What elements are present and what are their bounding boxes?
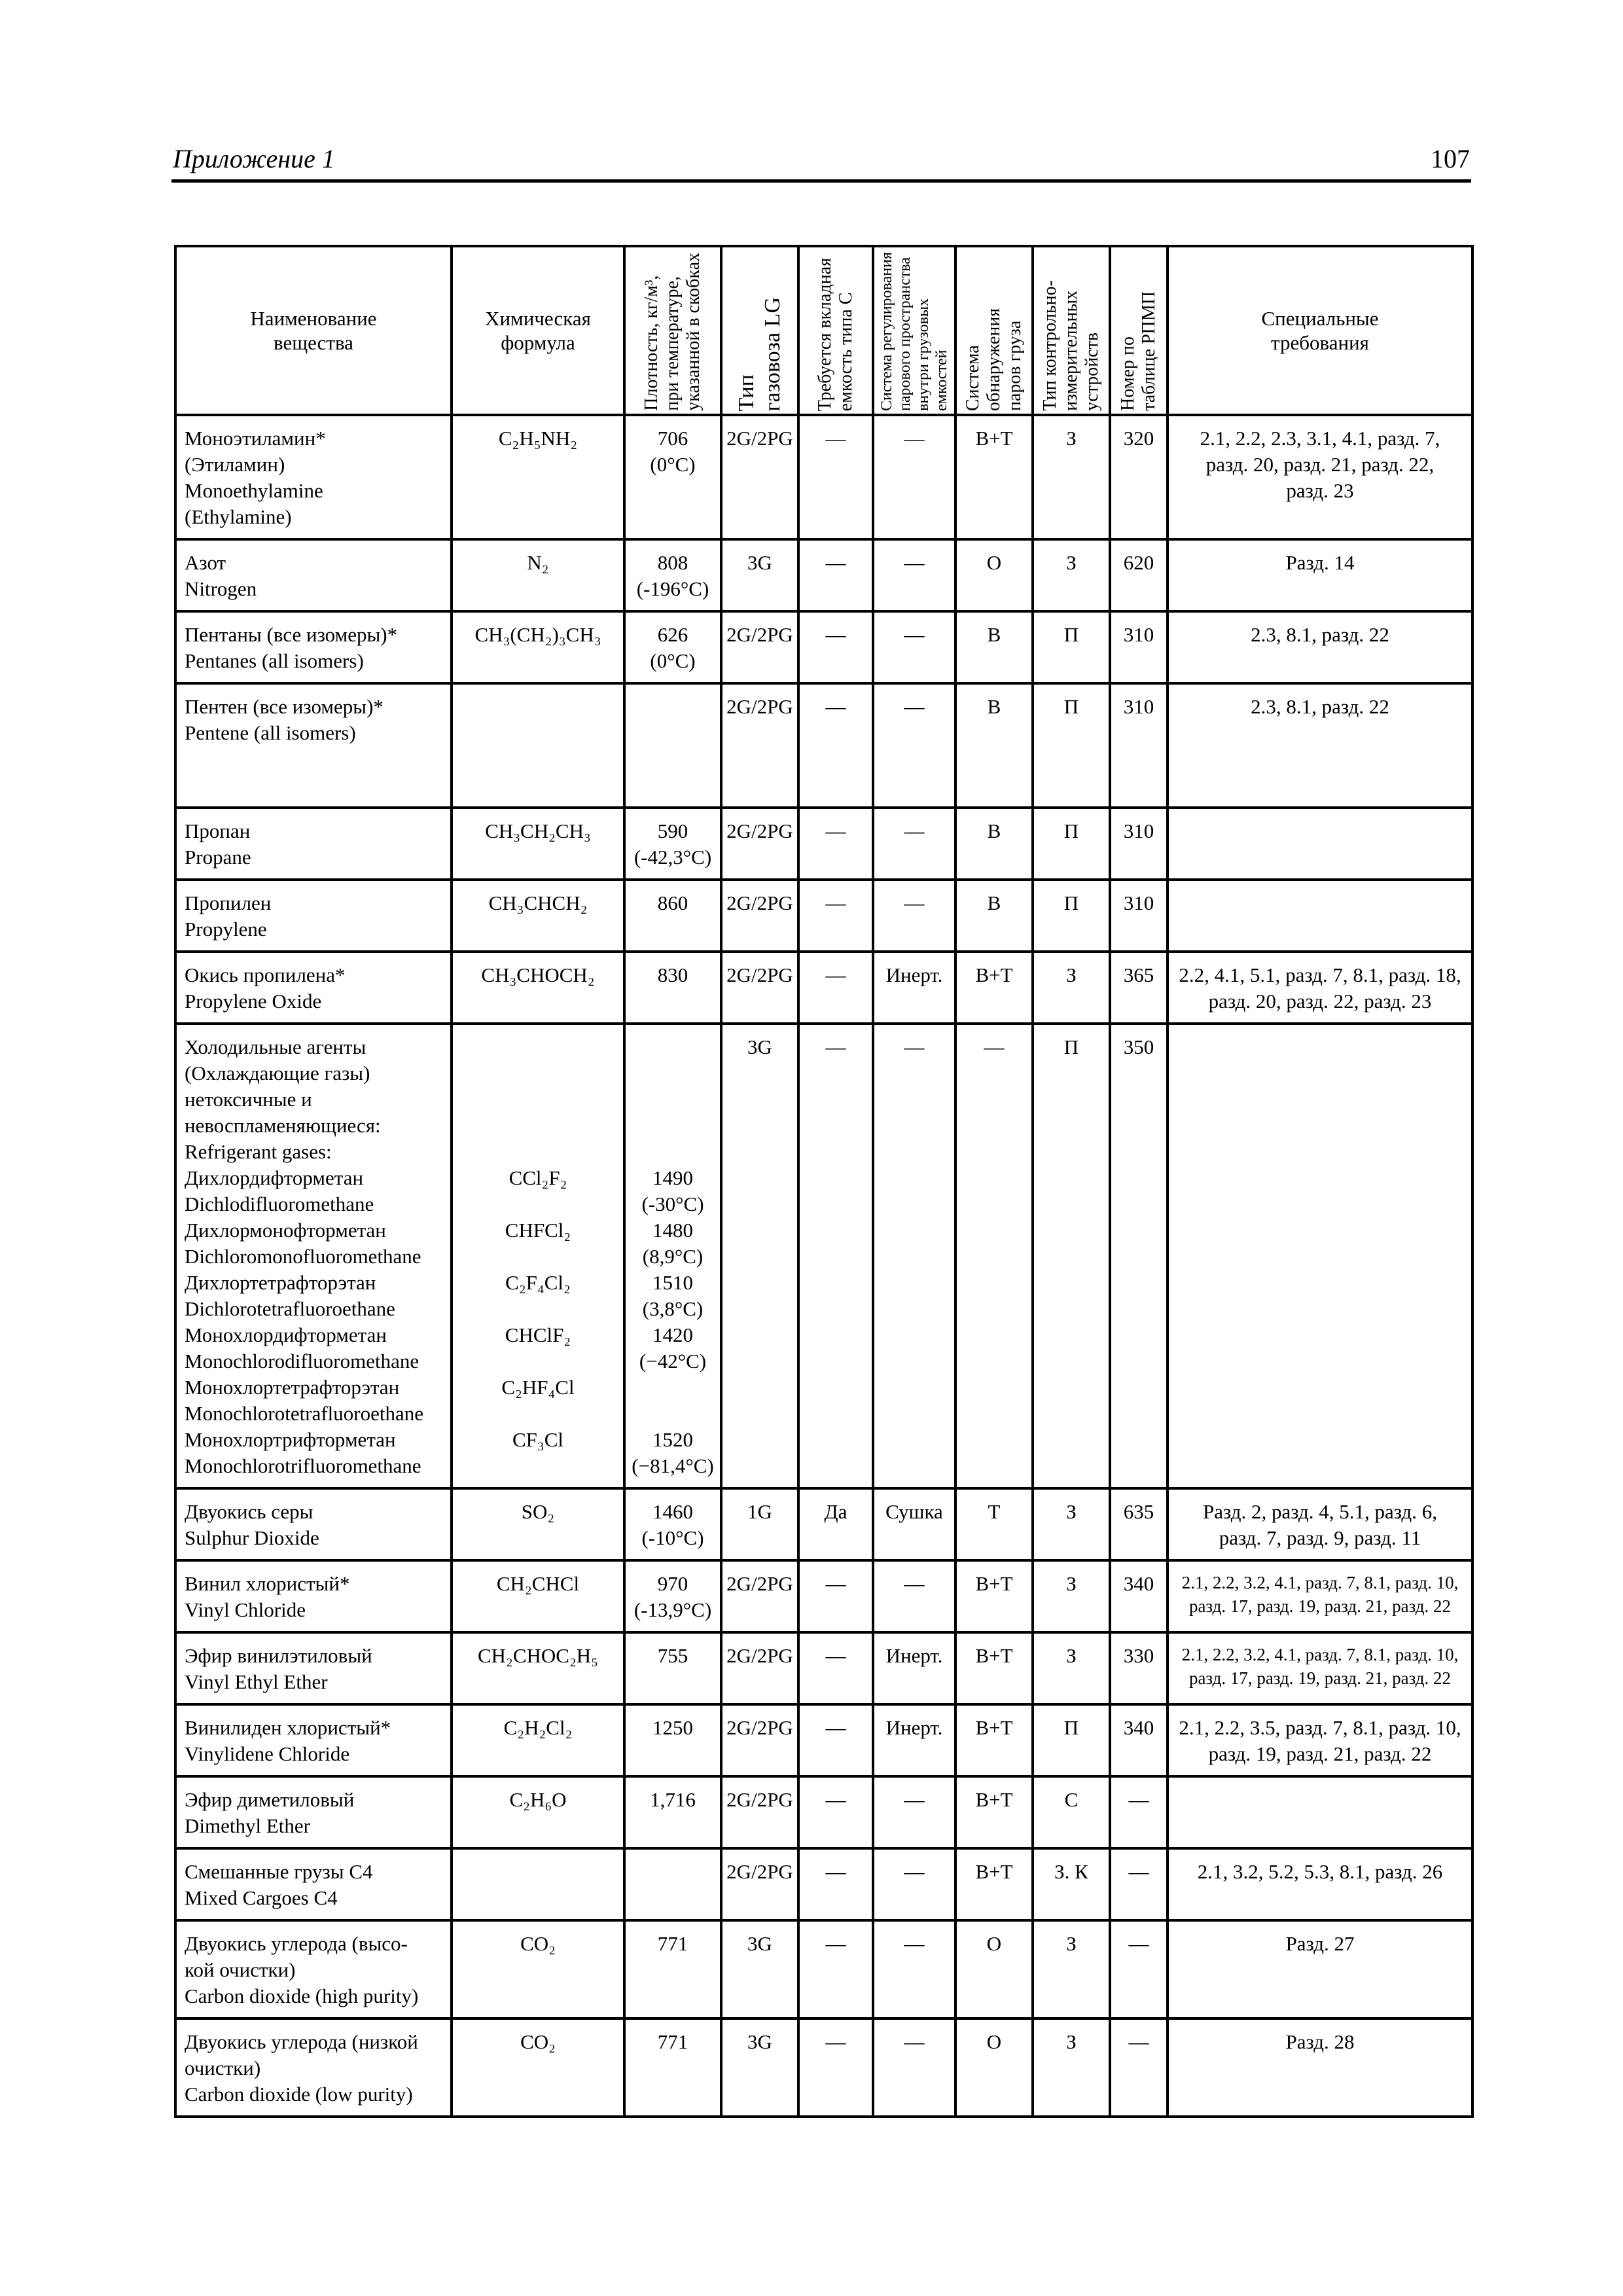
cell-tank-c: — <box>798 683 873 808</box>
cell-tank-c: — <box>798 880 873 952</box>
table-row <box>175 1632 1472 1704</box>
cell-gauging: З <box>1033 1920 1110 2018</box>
cell-table-no: 340 <box>1110 1560 1168 1632</box>
col-header-table-no: Номер по таблице РПМП <box>1110 246 1168 415</box>
cell-tank-c: — <box>798 1024 873 1488</box>
cell-name: Пентаны (все изомеры)* Pentanes (all isomers) <box>175 611 452 683</box>
cell-vapor-control: — <box>873 2018 955 2117</box>
cell-density: 755 <box>624 1632 721 1704</box>
cell-name: Смешанные грузы С4 Mixed Cargoes C4 <box>175 1848 452 1920</box>
cell-carrier: 1G <box>721 1488 798 1560</box>
cell-requirements: Разд. 2, разд. 4, 5.1, разд. 6, разд. 7, разд. 9, разд. 11 <box>1168 1488 1472 1560</box>
col-header-name: Наименование вещества <box>175 246 452 415</box>
cell-formula: SO₂ <box>452 1488 624 1560</box>
cell-requirements: Разд. 14 <box>1168 539 1472 611</box>
cell-name: Окись пропилена* Propylene Oxide <box>175 952 452 1024</box>
table-row <box>175 611 1472 683</box>
cell-formula <box>452 1848 624 1920</box>
cell-formula: CH₃(CH₂)₃CH₃ <box>452 611 624 683</box>
cell-vapor-control: Сушка <box>873 1488 955 1560</box>
cell-vapor-detection: — <box>955 1024 1033 1488</box>
cell-formula: N₂ <box>452 539 624 611</box>
cell-table-no: — <box>1110 2018 1168 2117</box>
cell-vapor-detection: В+Т <box>955 1704 1033 1776</box>
cell-name: Пентен (все изомеры)* Pentene (all isomers) <box>175 683 452 808</box>
cell-name: Двуокись углерода (низкой очистки) Carbon dioxide (low purity) <box>175 2018 452 2117</box>
cell-vapor-detection: В+Т <box>955 1848 1033 1920</box>
cell-carrier: 2G/2PG <box>721 808 798 880</box>
table-row <box>175 539 1472 611</box>
cell-formula: C₂H₆O <box>452 1776 624 1848</box>
cell-tank-c: — <box>798 1632 873 1704</box>
cell-vapor-control: — <box>873 808 955 880</box>
cell-carrier: 2G/2PG <box>721 1704 798 1776</box>
cell-density: 590 (-42,3°С) <box>624 808 721 880</box>
cell-requirements: Разд. 28 <box>1168 2018 1472 2117</box>
cell-carrier: 2G/2PG <box>721 1560 798 1632</box>
cell-carrier: 2G/2PG <box>721 952 798 1024</box>
cell-carrier: 2G/2PG <box>721 1848 798 1920</box>
cell-tank-c: — <box>798 952 873 1024</box>
cell-name: Винил хлористый* Vinyl Chloride <box>175 1560 452 1632</box>
cell-name: Холодильные агенты (Охлаждающие газы) нетоксичные и невоспламеняющиеся: Refrigerant gases: Дихлордифторметан Dichlodifluoromethane Дихлормонофторметан Dichloromonofluoromethane Дихлортетрафторэтан Dichlorotetrafluoroethane Монохлордифторметан Monochlorodifluoromethane Монохлортетрафторэтан Monochlorotetrafluoroethane Монохлортрифторметан Monochlorotrifluoromethane <box>175 1024 452 1488</box>
table-row <box>175 1920 1472 2018</box>
cell-density <box>624 683 721 808</box>
cell-gauging: З <box>1033 1632 1110 1704</box>
cell-tank-c: — <box>798 1848 873 1920</box>
cell-requirements: 2.1, 3.2, 5.2, 5.3, 8.1, разд. 26 <box>1168 1848 1472 1920</box>
cell-tank-c: — <box>798 1560 873 1632</box>
table-row <box>175 2018 1472 2117</box>
cell-gauging: П <box>1033 880 1110 952</box>
cell-name: Эфир диметиловый Dimethyl Ether <box>175 1776 452 1848</box>
cell-formula: CO₂ <box>452 2018 624 2117</box>
cell-carrier: 2G/2PG <box>721 880 798 952</box>
cell-density: 808 (-196°С) <box>624 539 721 611</box>
cell-tank-c: — <box>798 611 873 683</box>
table-row <box>175 808 1472 880</box>
cell-density: 1,716 <box>624 1776 721 1848</box>
cargo-table <box>174 245 1474 2118</box>
cell-table-no: — <box>1110 1848 1168 1920</box>
cell-density: 1460 (-10°С) <box>624 1488 721 1560</box>
cell-vapor-detection: О <box>955 539 1033 611</box>
cell-requirements: 2.1, 2.2, 2.3, 3.1, 4.1, разд. 7, разд. 20, разд. 21, разд. 22, разд. 23 <box>1168 415 1472 539</box>
cell-table-no: 310 <box>1110 611 1168 683</box>
cell-table-no: 340 <box>1110 1704 1168 1776</box>
cell-vapor-detection: В <box>955 683 1033 808</box>
cell-gauging: З <box>1033 1560 1110 1632</box>
cell-name: Эфир винилэтиловый Vinyl Ethyl Ether <box>175 1632 452 1704</box>
cell-density: 771 <box>624 1920 721 2018</box>
cell-formula: CH₃CH₂CH₃ <box>452 808 624 880</box>
cell-carrier: 2G/2PG <box>721 611 798 683</box>
page-header <box>171 143 1471 183</box>
cell-name: Пропан Propane <box>175 808 452 880</box>
cell-vapor-control: — <box>873 539 955 611</box>
cell-density: 626 (0°С) <box>624 611 721 683</box>
cell-table-no: 310 <box>1110 880 1168 952</box>
cell-vapor-control: — <box>873 1560 955 1632</box>
cell-tank-c: — <box>798 1704 873 1776</box>
cell-vapor-control: — <box>873 611 955 683</box>
cell-carrier: 2G/2PG <box>721 415 798 539</box>
table-row <box>175 1776 1472 1848</box>
cell-vapor-control: — <box>873 415 955 539</box>
cell-table-no: — <box>1110 1920 1168 2018</box>
cell-carrier: 2G/2PG <box>721 1776 798 1848</box>
cell-formula: CO₂ <box>452 1920 624 2018</box>
col-header-density: Плотность, кг/м³, при температуре, указанной в скобках <box>624 246 721 415</box>
cell-table-no: 330 <box>1110 1632 1168 1704</box>
col-header-vapor-detection: Система обнаружения паров груза <box>955 246 1033 415</box>
cell-requirements: 2.1, 2.2, 3.5, разд. 7, 8.1, разд. 10, разд. 19, разд. 21, разд. 22 <box>1168 1704 1472 1776</box>
cell-gauging: З <box>1033 2018 1110 2117</box>
cell-vapor-detection: В <box>955 808 1033 880</box>
cell-gauging: З <box>1033 952 1110 1024</box>
cell-vapor-detection: В+Т <box>955 1632 1033 1704</box>
cell-vapor-detection: В <box>955 611 1033 683</box>
cell-requirements: 2.1, 2.2, 3.2, 4.1, разд. 7, 8.1, разд. 10, разд. 17, разд. 19, разд. 21, разд. 22 <box>1168 1632 1472 1704</box>
cell-tank-c: — <box>798 1920 873 2018</box>
cell-formula: CCl₂F₂ CHFCl₂ C₂F₄Cl₂ CHClF₂ C₂HF₄Cl CF₃Cl <box>452 1024 624 1488</box>
col-header-gauging: Тип контрольно- измерительных устройств <box>1033 246 1110 415</box>
cell-vapor-control: — <box>873 880 955 952</box>
cell-gauging: З. К <box>1033 1848 1110 1920</box>
cell-requirements: Разд. 27 <box>1168 1920 1472 2018</box>
col-header-vapor-control: Система регулирования парового пространства внутри грузовых емкостей <box>873 246 955 415</box>
cell-density: 771 <box>624 2018 721 2117</box>
cell-vapor-control: — <box>873 683 955 808</box>
cell-density: 860 <box>624 880 721 952</box>
cell-table-no: 320 <box>1110 415 1168 539</box>
cell-vapor-detection: О <box>955 2018 1033 2117</box>
cell-gauging: З <box>1033 415 1110 539</box>
cell-carrier: 3G <box>721 1024 798 1488</box>
cell-vapor-detection: В <box>955 880 1033 952</box>
cell-requirements: 2.3, 8.1, разд. 22 <box>1168 683 1472 808</box>
cell-table-no: 620 <box>1110 539 1168 611</box>
table-row <box>175 1488 1472 1560</box>
cell-vapor-control: — <box>873 1776 955 1848</box>
col-header-requirements: Специальные требования <box>1168 246 1472 415</box>
table-row <box>175 1024 1472 1488</box>
cell-vapor-control: Инерт. <box>873 952 955 1024</box>
cell-gauging: П <box>1033 1704 1110 1776</box>
cell-tank-c: — <box>798 415 873 539</box>
cell-requirements <box>1168 880 1472 952</box>
cell-name: Пропилен Propylene <box>175 880 452 952</box>
cell-formula: C₂H₂Cl₂ <box>452 1704 624 1776</box>
table-row <box>175 1560 1472 1632</box>
cell-carrier: 3G <box>721 1920 798 2018</box>
cell-carrier: 2G/2PG <box>721 683 798 808</box>
table-row <box>175 1848 1472 1920</box>
cell-formula: CH₃CHCH₂ <box>452 880 624 952</box>
table-body <box>175 415 1472 2117</box>
cell-gauging: З <box>1033 539 1110 611</box>
cell-tank-c: — <box>798 1776 873 1848</box>
table-row <box>175 880 1472 952</box>
cell-requirements: 2.3, 8.1, разд. 22 <box>1168 611 1472 683</box>
cell-table-no: 350 <box>1110 1024 1168 1488</box>
cell-formula: CH₃CHOCH₂ <box>452 952 624 1024</box>
cell-vapor-detection: О <box>955 1920 1033 2018</box>
table-row <box>175 415 1472 539</box>
cell-name: Винилиден хлористый* Vinylidene Chloride <box>175 1704 452 1776</box>
cell-vapor-detection: В+Т <box>955 952 1033 1024</box>
cell-table-no: 365 <box>1110 952 1168 1024</box>
cell-requirements <box>1168 1024 1472 1488</box>
cell-vapor-detection: В+Т <box>955 415 1033 539</box>
cell-carrier: 2G/2PG <box>721 1632 798 1704</box>
cell-tank-c: — <box>798 2018 873 2117</box>
cell-requirements: 2.1, 2.2, 3.2, 4.1, разд. 7, 8.1, разд. 10, разд. 17, разд. 19, разд. 21, разд. 22 <box>1168 1560 1472 1632</box>
cell-vapor-detection: В+Т <box>955 1776 1033 1848</box>
cell-tank-c: — <box>798 808 873 880</box>
table-row <box>175 683 1472 808</box>
cell-density: 830 <box>624 952 721 1024</box>
cell-density <box>624 1848 721 1920</box>
cell-vapor-control: Инерт. <box>873 1704 955 1776</box>
table-header-row <box>175 246 1472 415</box>
cell-formula <box>452 683 624 808</box>
table-row <box>175 952 1472 1024</box>
cell-gauging: С <box>1033 1776 1110 1848</box>
cell-name: Азот Nitrogen <box>175 539 452 611</box>
cell-density: 1250 <box>624 1704 721 1776</box>
cell-requirements <box>1168 1776 1472 1848</box>
cell-density: 970 (-13,9°С) <box>624 1560 721 1632</box>
cell-table-no: 310 <box>1110 808 1168 880</box>
cell-vapor-control: Инерт. <box>873 1632 955 1704</box>
page-number: 107 <box>1431 144 1470 173</box>
cell-name: Двуокись углерода (высо- кой очистки) Carbon dioxide (high purity) <box>175 1920 452 2018</box>
cell-carrier: 3G <box>721 539 798 611</box>
running-title: Приложение 1 <box>173 144 335 173</box>
cell-name: Двуокись серы Sulphur Dioxide <box>175 1488 452 1560</box>
cell-carrier: 3G <box>721 2018 798 2117</box>
cell-formula: CH₂CHCl <box>452 1560 624 1632</box>
col-header-carrier: Тип газовоза LG <box>721 246 798 415</box>
cell-formula: C₂H₅NH₂ <box>452 415 624 539</box>
cell-vapor-control: — <box>873 1920 955 2018</box>
cell-name: Моноэтиламин* (Этиламин) Monoethylamine (Ethylamine) <box>175 415 452 539</box>
cell-gauging: З <box>1033 1488 1110 1560</box>
cell-vapor-control: — <box>873 1024 955 1488</box>
cell-gauging: П <box>1033 808 1110 880</box>
col-header-tank-c: Требуется вкладная емкость типа С <box>798 246 873 415</box>
col-header-formula: Химическая формула <box>452 246 624 415</box>
cell-vapor-detection: Т <box>955 1488 1033 1560</box>
cell-table-no: — <box>1110 1776 1168 1848</box>
cell-gauging: П <box>1033 1024 1110 1488</box>
cell-requirements: 2.2, 4.1, 5.1, разд. 7, 8.1, разд. 18, разд. 20, разд. 22, разд. 23 <box>1168 952 1472 1024</box>
cell-vapor-detection: В+Т <box>955 1560 1033 1632</box>
cell-table-no: 310 <box>1110 683 1168 808</box>
cell-tank-c: — <box>798 539 873 611</box>
cell-density: 706 (0°С) <box>624 415 721 539</box>
cell-density: 1490 (-30°С) 1480 (8,9°С) 1510 (3,8°С) 1420 (−42°С) 1520 (−81,4°С) <box>624 1024 721 1488</box>
cell-tank-c: Да <box>798 1488 873 1560</box>
table-row <box>175 1704 1472 1776</box>
cell-gauging: П <box>1033 611 1110 683</box>
cell-vapor-control: — <box>873 1848 955 1920</box>
cell-formula: CH₂CHOC₂H₅ <box>452 1632 624 1704</box>
cell-requirements <box>1168 808 1472 880</box>
cell-gauging: П <box>1033 683 1110 808</box>
cell-table-no: 635 <box>1110 1488 1168 1560</box>
